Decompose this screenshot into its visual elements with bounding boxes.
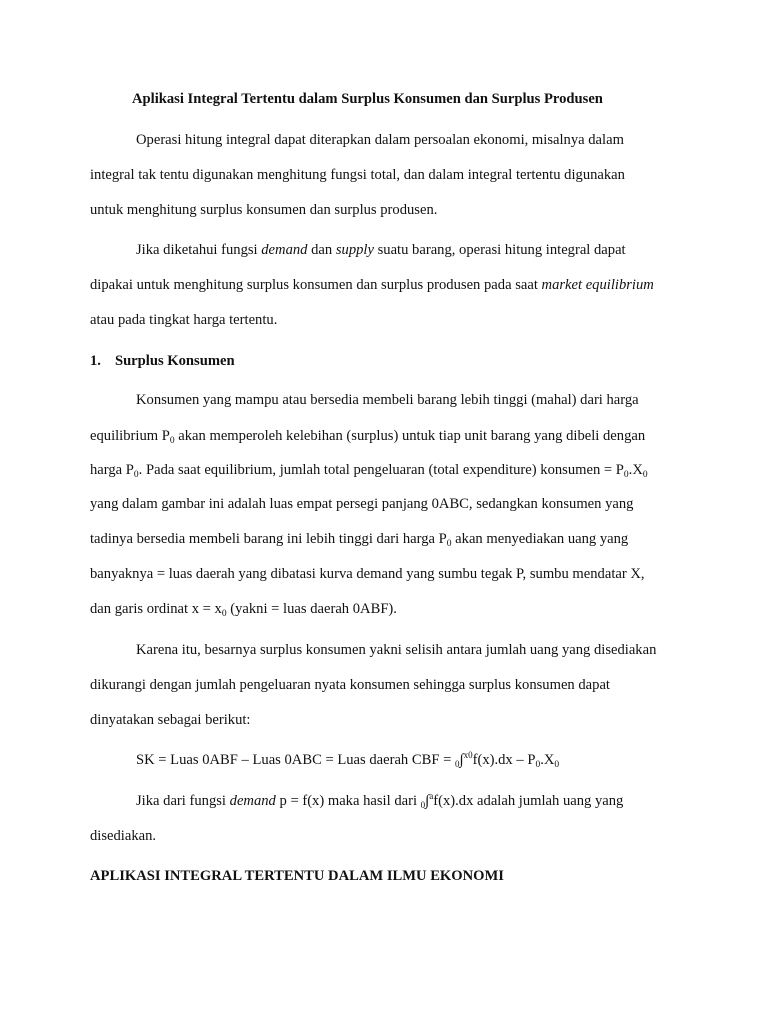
text-run: p = f(x) maka hasil dari: [275, 793, 421, 809]
second-paragraph-line-1: [136, 241, 626, 259]
text-run: .X: [628, 462, 643, 478]
document-title: Aplikasi Integral Tertentu dalam Surplus Konsumen dan Surplus Produsen: [132, 91, 603, 107]
second-paragraph-line-3: atau pada tingkat harga tertentu.: [90, 312, 278, 328]
text-run: Jika diketahui fungsi: [136, 242, 262, 258]
consumer-paragraph-line-6: banyaknya = luas daerah yang dibatasi kurva demand yang sumbu tegak P, sumbu mendatar X,: [90, 566, 645, 582]
surplus-formula: [136, 751, 559, 769]
integral-upper-bound: x0: [463, 750, 473, 760]
section-heading: [90, 352, 235, 370]
integral-sign: ∫: [459, 752, 464, 768]
consumer-paragraph-line-4: yang dalam gambar ini adalah luas empat persegi panjang 0ABC, sedangkan konsumen yang: [90, 496, 634, 512]
demand-paragraph-line-2: disediakan.: [90, 828, 157, 844]
formula-text: SK = Luas 0ABF – Luas 0ABC = Luas daerah CBF =: [136, 752, 455, 768]
consumer-paragraph-line-5: [90, 530, 628, 548]
consumer-paragraph-line-3: [90, 461, 648, 479]
text-run: dipakai untuk menghitung surplus konsumen dan surplus produsen pada saat: [90, 277, 542, 293]
consumer-paragraph-line-1: Konsumen yang mampu atau bersedia membeli barang lebih tinggi (mahal) dari harga: [136, 392, 639, 408]
demand-paragraph-line-1: [136, 792, 623, 810]
subscript: 0: [535, 760, 541, 770]
consumer-paragraph-line-2: [90, 427, 645, 445]
text-run: dan: [307, 242, 336, 258]
text-run: akan memperoleh kelebihan (surplus) untuk tiap unit barang yang dibeli dengan: [174, 428, 646, 444]
chapter-heading: APLIKASI INTEGRAL TERTENTU DALAM ILMU EKONOMI: [90, 868, 504, 884]
text-run: suatu barang, operasi hitung integral dapat: [373, 242, 626, 258]
text-run: Jika dari fungsi: [136, 793, 230, 809]
subscript: 0: [221, 609, 227, 619]
italic-term-demand: demand: [261, 242, 308, 258]
subscript: 0: [554, 760, 560, 770]
surplus-paragraph-line-2: dikurangi dengan jumlah pengeluaran nyata konsumen sehingga surplus konsumen dapat: [90, 677, 610, 693]
subscript: 0: [623, 470, 629, 480]
text-run: tadinya bersedia membeli barang ini lebih tinggi dari harga P: [90, 531, 447, 547]
integral-upper-bound: a: [429, 791, 434, 801]
subscript: 0: [446, 539, 452, 549]
subscript: 0: [642, 470, 648, 480]
surplus-paragraph-line-1: Karena itu, besarnya surplus konsumen yakni selisih antara jumlah uang yang disediakan: [136, 642, 657, 658]
text-run: harga P: [90, 462, 134, 478]
integral-sign: ∫: [425, 793, 430, 809]
italic-term-market-equilibrium: market equilibrium: [541, 277, 654, 293]
formula-text: f(x).dx – P: [472, 752, 536, 768]
text-run: dan garis ordinat x = x: [90, 601, 222, 617]
italic-term-supply: supply: [335, 242, 374, 258]
text-run: f(x).dx adalah jumlah uang yang: [433, 793, 624, 809]
integral-lower-bound: 0: [420, 800, 426, 810]
section-number: 1.: [90, 353, 101, 369]
intro-paragraph-line-1: Operasi hitung integral dapat diterapkan dalam persoalan ekonomi, misalnya dalam: [136, 132, 624, 148]
subscript: 0: [169, 436, 175, 446]
text-run: . Pada saat equilibrium, jumlah total pengeluaran (total expenditure) konsumen = P: [138, 462, 624, 478]
integral-lower-bound: 0: [455, 759, 460, 769]
section-title: Surplus Konsumen: [114, 353, 235, 369]
subscript: 0: [133, 470, 139, 480]
text-run: equilibrium P: [90, 428, 170, 444]
surplus-paragraph-line-3: dinyatakan sebagai berikut:: [90, 712, 251, 728]
text-run: (yakni = luas daerah 0ABF).: [226, 601, 397, 617]
formula-text: .X: [540, 752, 555, 768]
text-run: akan menyediakan uang yang: [451, 531, 629, 547]
italic-term-demand: demand: [229, 793, 276, 809]
consumer-paragraph-line-7: [90, 600, 397, 618]
second-paragraph-line-2: [90, 276, 654, 294]
intro-paragraph-line-2: integral tak tentu digunakan menghitung fungsi total, dan dalam integral tertentu digunakan: [90, 167, 625, 183]
intro-paragraph-line-3: untuk menghitung surplus konsumen dan surplus produsen.: [90, 202, 438, 218]
